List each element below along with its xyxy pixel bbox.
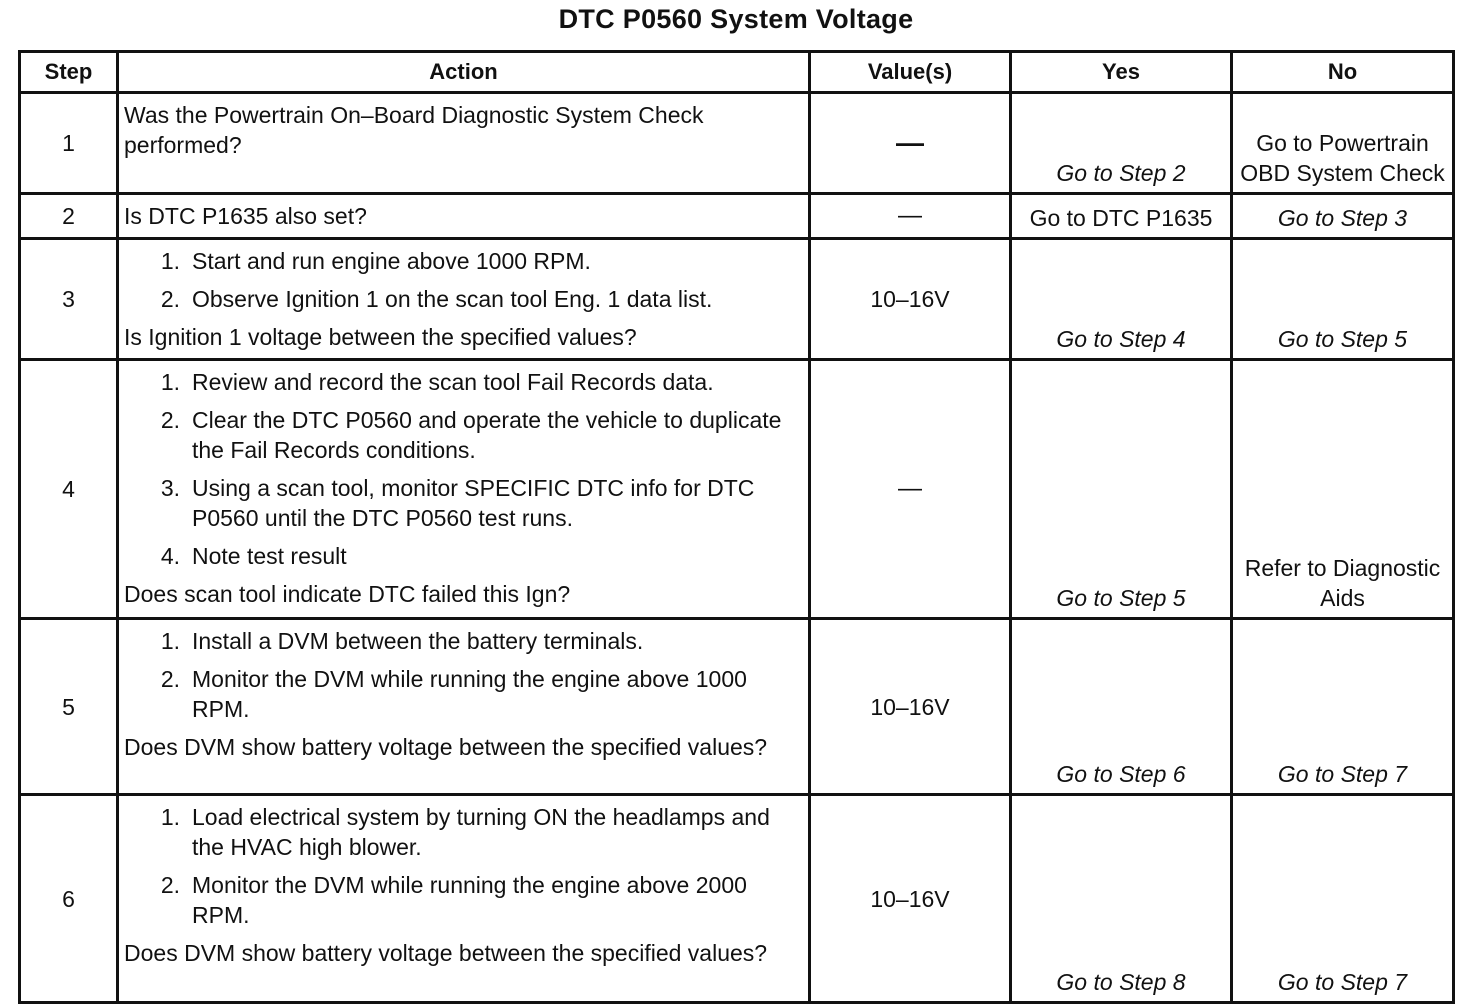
- action-question: Was the Powertrain On–Board Diagnostic System Check performed?: [124, 102, 704, 158]
- value-cell: 10–16V: [810, 795, 1011, 1003]
- value-cell: —: [810, 194, 1011, 239]
- substep-text: Note test result: [192, 543, 347, 569]
- substep-text: Clear the DTC P0560 and operate the vehicle to duplicate the Fail Records conditions.: [192, 407, 782, 463]
- substep-item: [124, 664, 788, 724]
- substep-text: Using a scan tool, monitor SPECIFIC DTC info for DTC P0560 until the DTC P0560 test runs.: [192, 475, 755, 531]
- diagnostic-table: [18, 50, 1455, 1004]
- table-row-step-3: [20, 239, 1454, 360]
- yes-cell: Go to Step 6: [1011, 619, 1232, 795]
- action-question: Does DVM show battery voltage between the specified values?: [124, 734, 768, 760]
- yes-cell: Go to Step 8: [1011, 795, 1232, 1003]
- substep-item: [124, 246, 788, 276]
- page-title: DTC P0560 System Voltage: [558, 4, 914, 34]
- action-cell: [118, 239, 810, 360]
- action-question: Does DVM show battery voltage between the specified values?: [124, 940, 768, 966]
- no-cell: Go to Step 5: [1232, 239, 1454, 360]
- substep-item: [124, 284, 788, 314]
- no-cell: Go to Step 3: [1232, 194, 1454, 239]
- action-cell: [118, 93, 810, 194]
- substep-text: Install a DVM between the battery terminals.: [192, 628, 644, 654]
- yes-cell: Go to Step 4: [1011, 239, 1232, 360]
- action-question: Does scan tool indicate DTC failed this Ign?: [124, 581, 571, 607]
- substep-number: 1.: [160, 804, 180, 830]
- value-cell: —: [810, 93, 1011, 194]
- table-row-step-6: [20, 795, 1454, 1003]
- table-row-step-5: [20, 619, 1454, 795]
- header-action: Action: [118, 52, 810, 93]
- substep-number: 2.: [160, 286, 180, 312]
- no-cell: Go to Step 7: [1232, 795, 1454, 1003]
- table-row-step-2: [20, 194, 1454, 239]
- substep-list: [124, 367, 788, 571]
- step-number: 4: [20, 360, 118, 619]
- substep-text: Review and record the scan tool Fail Records data.: [192, 369, 714, 395]
- table-row-step-4: [20, 360, 1454, 619]
- substep-text: Monitor the DVM while running the engine above 1000 RPM.: [192, 666, 747, 722]
- value-cell: —: [810, 360, 1011, 619]
- step-number: 3: [20, 239, 118, 360]
- substep-number: 2.: [160, 872, 180, 898]
- substep-item: [124, 870, 788, 930]
- action-question: Is DTC P1635 also set?: [124, 203, 367, 229]
- action-cell: [118, 194, 810, 239]
- substep-number: 2.: [160, 666, 180, 692]
- no-cell: Go to Step 7: [1232, 619, 1454, 795]
- substep-item: [124, 626, 788, 656]
- substep-item: [124, 367, 788, 397]
- substep-number: 1.: [160, 628, 180, 654]
- substep-number: 4.: [160, 543, 180, 569]
- header-step: Step: [20, 52, 118, 93]
- header-row: [20, 52, 1454, 93]
- no-cell: Refer to Diagnostic Aids: [1232, 360, 1454, 619]
- substep-text: Observe Ignition 1 on the scan tool Eng. 1 data list.: [192, 286, 713, 312]
- action-cell: [118, 795, 810, 1003]
- value-cell: 10–16V: [810, 239, 1011, 360]
- header-values: Value(s): [810, 52, 1011, 93]
- substep-list: [124, 246, 788, 314]
- step-number: 5: [20, 619, 118, 795]
- substep-item: [124, 405, 788, 465]
- substep-list: [124, 802, 788, 930]
- header-no: No: [1232, 52, 1454, 93]
- action-question: Is Ignition 1 voltage between the specified values?: [124, 324, 637, 350]
- substep-number: 2.: [160, 407, 180, 433]
- substep-text: Monitor the DVM while running the engine above 2000 RPM.: [192, 872, 747, 928]
- substep-item: [124, 802, 788, 862]
- substep-number: 1.: [160, 248, 180, 274]
- substep-list: [124, 626, 788, 724]
- action-cell: [118, 619, 810, 795]
- yes-cell: Go to Step 2: [1011, 93, 1232, 194]
- no-cell: Go to Powertrain OBD System Check: [1232, 93, 1454, 194]
- substep-text: Start and run engine above 1000 RPM.: [192, 248, 591, 274]
- step-number: 2: [20, 194, 118, 239]
- table-row-step-1: [20, 93, 1454, 194]
- substep-number: 3.: [160, 475, 180, 501]
- header-yes: Yes: [1011, 52, 1232, 93]
- step-number: 6: [20, 795, 118, 1003]
- yes-cell: Go to DTC P1635: [1011, 194, 1232, 239]
- step-number: 1: [20, 93, 118, 194]
- substep-text: Load electrical system by turning ON the headlamps and the HVAC high blower.: [192, 804, 770, 860]
- yes-cell: Go to Step 5: [1011, 360, 1232, 619]
- value-cell: 10–16V: [810, 619, 1011, 795]
- action-cell: [118, 360, 810, 619]
- substep-number: 1.: [160, 369, 180, 395]
- substep-item: [124, 541, 788, 571]
- substep-item: [124, 473, 788, 533]
